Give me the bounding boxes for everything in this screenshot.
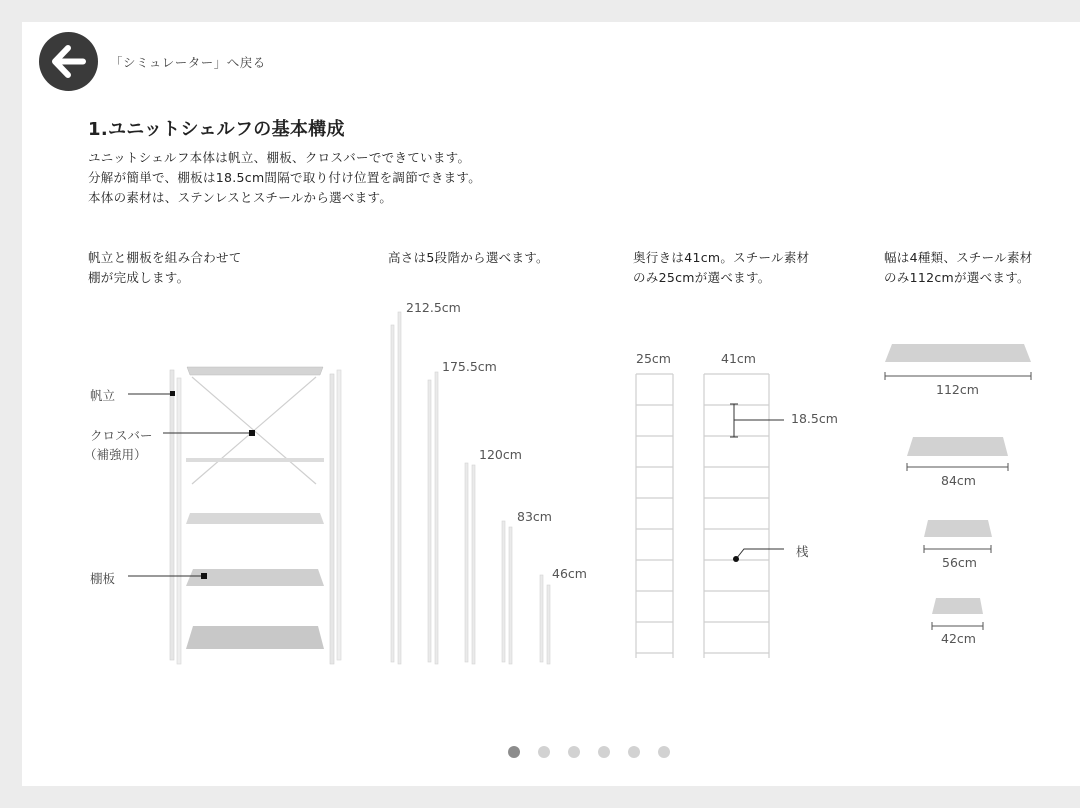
width-label: 56cm xyxy=(942,555,977,570)
pagination xyxy=(508,746,688,758)
caption-line: 幅は4種類、スチール素材 xyxy=(884,250,1033,265)
label-upright: 帆立 xyxy=(90,388,116,403)
page-title: 1.ユニットシェルフの基本構成 xyxy=(88,119,345,140)
pitch-label: 18.5cm xyxy=(791,411,838,426)
caption-line: 奥行きは41cm。スチール素材 xyxy=(633,250,810,265)
depth-label: 25cm xyxy=(636,351,671,366)
page-dot-5[interactable] xyxy=(628,746,640,758)
caption-line: のみ112cmが選べます。 xyxy=(884,270,1030,285)
label-shelf-board: 棚板 xyxy=(90,571,116,586)
height-label: 175.5cm xyxy=(442,359,497,374)
page-dot-2[interactable] xyxy=(538,746,550,758)
assembled-shelf-illustration xyxy=(128,367,341,664)
height-label: 46cm xyxy=(552,566,587,581)
page-dot-3[interactable] xyxy=(568,746,580,758)
width-label: 84cm xyxy=(941,473,976,488)
depth-label: 41cm xyxy=(721,351,756,366)
page-dot-6[interactable] xyxy=(658,746,670,758)
depth-options-illustration xyxy=(636,374,769,658)
label-crossbar-note: （補強用） xyxy=(84,447,147,462)
rung-label: 桟 xyxy=(796,544,809,559)
height-label: 120cm xyxy=(479,447,522,462)
page-dot-1[interactable] xyxy=(508,746,520,758)
pitch-dimension xyxy=(730,404,784,559)
height-label: 83cm xyxy=(517,509,552,524)
width-dimension-lines xyxy=(885,372,1031,630)
intro-line: ユニットシェルフ本体は帆立、棚板、クロスバーでできています。 xyxy=(88,150,471,165)
height-label: 212.5cm xyxy=(406,300,461,315)
width-label: 42cm xyxy=(941,631,976,646)
rung-marker xyxy=(733,556,739,562)
caption-line: 棚が完成します。 xyxy=(88,270,190,285)
back-to-simulator-link[interactable]: 「シミュレーター」へ戻る xyxy=(110,55,266,70)
label-crossbar: クロスバー xyxy=(90,428,153,443)
intro-line: 分解が簡単で、棚板は18.5cm間隔で取り付け位置を調節できます。 xyxy=(88,170,482,185)
caption-line: 高さは5段階から選べます。 xyxy=(388,250,549,265)
caption-line: のみ25cmが選べます。 xyxy=(633,270,771,285)
width-label: 112cm xyxy=(936,382,979,397)
page-dot-4[interactable] xyxy=(598,746,610,758)
caption-line: 帆立と棚板を組み合わせて xyxy=(88,250,242,265)
intro-line: 本体の素材は、ステンレスとスチールから選べます。 xyxy=(88,190,393,205)
